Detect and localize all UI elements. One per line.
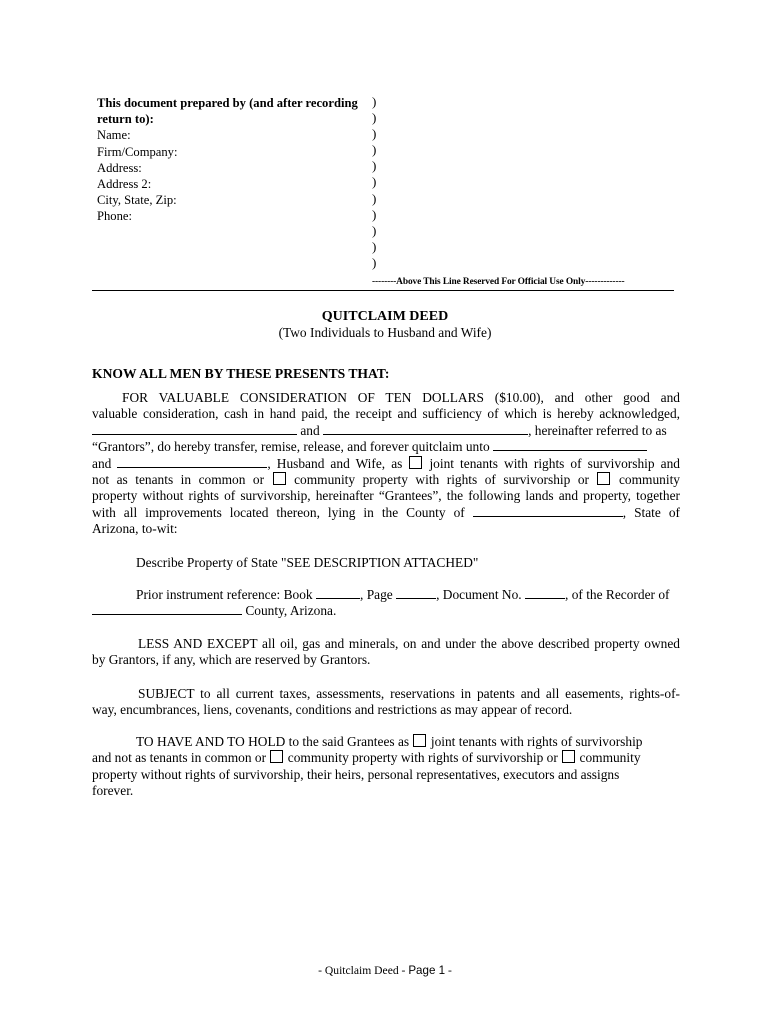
consideration-line-7: property without rights of survivorship, hereinafter “Grantees”, the following lands and property, together [92,488,680,504]
divider-line [92,290,674,291]
county-text: with all improvements located thereon, lying in the County of [92,504,465,520]
paren: ) [372,190,377,206]
paren: ) [372,158,377,174]
paren: ) [372,222,377,238]
county-arizona-text: County, Arizona. [245,603,337,619]
consideration-line-9: Arizona, to-wit: [92,521,178,537]
subject-line-2: way, encumbrances, liens, covenants, conditions and restrictions as may appear of record. [92,702,573,718]
field-name: Name: [97,128,131,143]
community-text: community [618,472,680,488]
less-except-line-2: by Grantors, if any, which are reserved by Grantors. [92,652,371,668]
and-text: and [300,422,320,438]
paren: ) [372,110,377,126]
know-all-men-heading: KNOW ALL MEN BY THESE PRESENTS THAT: [92,366,390,381]
hereinafter-text: , hereinafter referred to as [528,422,667,438]
footer-title: - Quitclaim Deed - [318,964,406,977]
field-address2: Address 2: [97,177,152,192]
consideration-paragraph [92,390,680,538]
habendum-line-3: property without rights of survivorship, their heirs, personal representatives, executors and assigns [92,766,620,782]
community-property-checkbox[interactable] [597,472,610,485]
document-no-blank[interactable] [525,597,565,599]
page-number: Page 1 [408,964,446,977]
habendum-community-surv-text: community property with rights of survivorship or [287,750,558,766]
consideration-line-5 [92,456,680,472]
consideration-line-6 [92,472,680,488]
field-phone: Phone: [97,209,132,224]
paren-column [372,94,376,271]
book-text: Prior instrument reference: Book [136,587,313,602]
have-hold-text: TO HAVE AND TO HOLD to the said Grantees as [136,734,410,749]
return-to-heading: return to): [97,112,154,127]
paren: ) [372,94,377,109]
paren: ) [372,126,377,142]
field-address: Address: [97,160,142,175]
page-text: , Page [360,587,393,602]
footer-suffix: - [447,964,452,977]
paren: ) [372,206,377,222]
subject-to-paragraph [92,686,680,719]
habendum-line-4: forever. [92,783,134,799]
joint-tenants-checkbox[interactable] [409,456,422,469]
page-blank[interactable] [396,597,436,599]
book-blank[interactable] [316,597,360,599]
paren: ) [372,238,377,254]
habendum-community-checkbox[interactable] [562,750,575,763]
prior-line-2 [92,603,680,619]
reserved-line-label: --------Above This Line Reserved For Official Use Only------------- [372,277,625,287]
and-text: and [92,455,112,471]
document-subtitle: (Two Individuals to Husband and Wife) [278,325,492,340]
prepared-by-heading: This document prepared by (and after recording [97,96,358,110]
paren: ) [372,254,377,270]
page-footer [0,964,770,977]
document-no-text: , Document No. [436,587,522,602]
less-except-paragraph [92,636,680,669]
county-blank[interactable] [473,515,623,517]
property-description: Describe Property of State "SEE DESCRIPTION ATTACHED" [136,555,479,570]
habendum-line-1 [92,734,680,750]
habendum-paragraph [92,734,680,800]
state-of-text: , State of [622,504,680,520]
grantors-quitclaim-text: “Grantors”, do hereby transfer, remise, release, and forever quitclaim unto [92,439,490,455]
habendum-community-survivorship-checkbox[interactable] [270,750,283,763]
joint-tenants-text: joint tenants with rights of survivorship and [429,455,680,471]
consideration-line-3 [92,423,680,439]
habendum-joint-text: joint tenants with rights of survivorship [430,734,643,749]
grantor-2-blank[interactable] [323,433,528,435]
community-survivorship-text: community property with rights of survivorship or [294,472,589,488]
grantee-2-blank[interactable] [117,466,267,468]
grantor-1-blank[interactable] [92,433,297,435]
grantee-1-blank[interactable] [493,449,647,451]
tenants-common-text: not as tenants in common or [92,472,265,488]
consideration-line-4 [92,439,680,455]
preparer-block [97,95,358,225]
habendum-community-text: community [579,750,641,766]
recorder-county-blank[interactable] [92,613,242,615]
husband-wife-text: , Husband and Wife, as [267,455,403,471]
paren: ) [372,142,377,158]
consideration-line-1: FOR VALUABLE CONSIDERATION OF TEN DOLLARS ($10.00), and other good and [122,390,680,405]
less-except-line-1: LESS AND EXCEPT all oil, gas and minerals, on and under the above described property owned [138,636,680,651]
consideration-line-2: valuable consideration, cash in hand paid, the receipt and sufficiency of which is hereby acknowledged, [92,406,680,422]
habendum-joint-tenants-checkbox[interactable] [413,734,426,747]
document-title: QUITCLAIM DEED [321,309,449,324]
paren: ) [372,174,377,190]
recorder-text: , of the Recorder of [565,587,670,602]
field-city-state-zip: City, State, Zip: [97,193,177,208]
subject-line-1: SUBJECT to all current taxes, assessments, reservations in patents and all easements, rights-of- [138,686,680,701]
consideration-line-8 [92,505,680,521]
habendum-line-2 [92,750,680,766]
habendum-common-text: and not as tenants in common or [92,750,267,766]
field-firm: Firm/Company: [97,144,178,159]
prior-line-1 [92,587,680,603]
prior-instrument-paragraph [92,587,680,620]
community-property-survivorship-checkbox[interactable] [273,472,286,485]
